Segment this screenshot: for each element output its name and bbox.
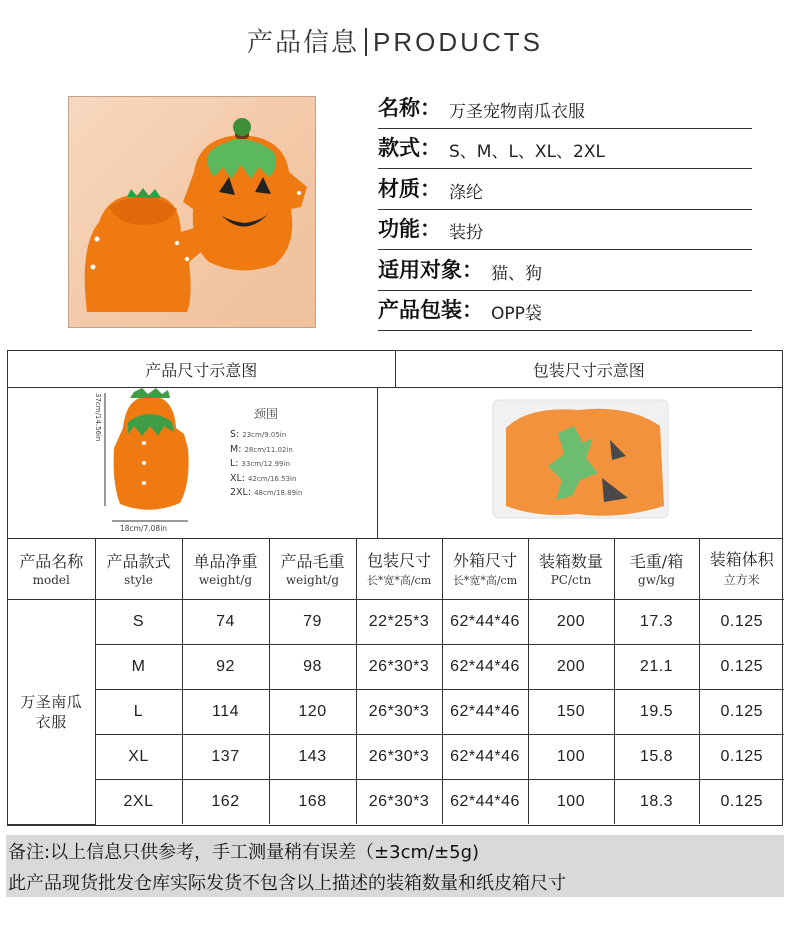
table-header-cell: 外箱尺寸 长*宽*高/cm xyxy=(442,539,528,599)
table-cell: 0.125 xyxy=(699,779,784,824)
note-shipping: 此产品现货批发仓库实际发货不包含以上描述的装箱数量和纸皮箱尺寸 xyxy=(6,866,784,897)
info-label: 产品包装： xyxy=(378,298,483,322)
info-row-style xyxy=(378,129,752,170)
table-cell: 143 xyxy=(269,734,356,779)
table-cell: 26*30*3 xyxy=(356,644,442,689)
note-disclaimer: 备注:以上信息只供参考，手工测量稍有误差（±3cm/±5g) xyxy=(6,835,784,866)
table-cell: 19.5 xyxy=(614,689,699,734)
table-cell: 100 xyxy=(528,734,614,779)
pumpkin-costume-illustration xyxy=(69,97,316,328)
table-cell: 21.1 xyxy=(614,644,699,689)
table-cell: 98 xyxy=(269,644,356,689)
product-size-diagram-title: 产品尺寸示意图 xyxy=(8,351,396,387)
costume-dimension-illustration xyxy=(8,388,198,539)
info-row-function xyxy=(378,210,752,251)
neck-size-item: L: 33cm/12.99in xyxy=(230,458,290,470)
table-cell: 200 xyxy=(528,599,614,644)
table-header-cell: 装箱数量 PC/ctn xyxy=(528,539,614,599)
table-cell: 22*25*3 xyxy=(356,599,442,644)
table-cell: 92 xyxy=(182,644,269,689)
packaged-costume-illustration xyxy=(378,388,782,539)
table-cell: 0.125 xyxy=(699,734,784,779)
diagram-body xyxy=(8,388,782,539)
table-cell: 162 xyxy=(182,779,269,824)
table-cell: 26*30*3 xyxy=(356,734,442,779)
info-value: OPP袋 xyxy=(491,304,542,324)
table-header-cell: 产品名称 model xyxy=(8,539,95,599)
neck-girth-title: 颈围 xyxy=(254,407,279,421)
diagram-header xyxy=(8,351,782,388)
table-cell: S xyxy=(95,599,182,644)
table-cell: 0.125 xyxy=(699,644,784,689)
table-cell: 17.3 xyxy=(614,599,699,644)
info-value: 涤纶 xyxy=(449,182,483,203)
table-cell: 18.3 xyxy=(614,779,699,824)
table-cell: 62*44*46 xyxy=(442,644,528,689)
package-size-diagram-title: 包装尺寸示意图 xyxy=(532,360,645,380)
info-label: 功能： xyxy=(378,217,441,241)
neck-size-list xyxy=(230,428,302,501)
table-row xyxy=(8,689,784,734)
neck-size-item: M: 28cm/11.02in xyxy=(230,443,293,455)
table-header-cell: 单品净重 weight/g xyxy=(182,539,269,599)
table-cell: 0.125 xyxy=(699,599,784,644)
table-row xyxy=(8,734,784,779)
table-cell: 26*30*3 xyxy=(356,689,442,734)
table-cell: 62*44*46 xyxy=(442,689,528,734)
product-photo xyxy=(68,96,316,328)
table-cell: 2XL xyxy=(95,779,182,824)
table-cell: 74 xyxy=(182,599,269,644)
table-cell: 79 xyxy=(269,599,356,644)
info-label: 名称： xyxy=(378,95,441,120)
table-row xyxy=(8,779,784,824)
table-cell: 120 xyxy=(269,689,356,734)
table-cell: 150 xyxy=(528,689,614,734)
costume-front-view xyxy=(183,118,307,270)
info-value: 猫、狗 xyxy=(491,263,542,284)
table-cell: 0.125 xyxy=(699,689,784,734)
table-cell: 200 xyxy=(528,644,614,689)
package-size-diagram xyxy=(378,388,782,538)
info-row-material xyxy=(378,169,752,210)
header-divider xyxy=(365,28,367,56)
table-row xyxy=(8,599,784,644)
size-spec-grid xyxy=(7,350,783,826)
neck-size-item: XL: 42cm/16.53in xyxy=(230,472,297,484)
costume-back-view xyxy=(85,188,201,312)
table-header-cell: 毛重/箱 gw/kg xyxy=(614,539,699,599)
table-cell: 15.8 xyxy=(614,734,699,779)
info-value: 装扮 xyxy=(449,223,483,243)
table-cell: 62*44*46 xyxy=(442,779,528,824)
table-header-cell: 产品款式 style xyxy=(95,539,182,599)
info-label: 适用对象： xyxy=(378,257,483,282)
neck-size-item: 2XL: 48cm/18.89in xyxy=(230,487,303,499)
table-header-cell: 装箱体积 立方米 xyxy=(699,539,784,599)
table-cell: 62*44*46 xyxy=(442,734,528,779)
table-cell: 100 xyxy=(528,779,614,824)
table-cell: L xyxy=(95,689,182,734)
product-info-list xyxy=(378,88,752,331)
table-cell: 26*30*3 xyxy=(356,779,442,824)
table-cell: XL xyxy=(95,734,182,779)
spec-table xyxy=(8,539,784,825)
info-value: S、M、L、XL、2XL xyxy=(449,142,605,162)
product-name-cell: 万圣南瓜 衣服 xyxy=(8,599,95,824)
info-row-target xyxy=(378,250,752,291)
info-value: 万圣宠物南瓜衣服 xyxy=(449,101,585,122)
header-title-zh: 产品信息 xyxy=(247,28,360,58)
header-title-en: PRODUCTS xyxy=(373,27,543,57)
page-header xyxy=(0,22,790,59)
neck-size-item: S: 23cm/9.05in xyxy=(230,429,287,440)
info-row-package xyxy=(378,291,752,332)
table-header-row xyxy=(8,539,784,599)
product-size-diagram xyxy=(8,388,378,538)
info-label: 材质： xyxy=(378,176,441,201)
table-cell: 137 xyxy=(182,734,269,779)
table-header-cell: 产品毛重 weight/g xyxy=(269,539,356,599)
table-cell: 62*44*46 xyxy=(442,599,528,644)
width-dimension-label: 18cm/7.08in xyxy=(120,524,168,533)
table-cell: M xyxy=(95,644,182,689)
height-dimension-label: 37cm/14.56in xyxy=(94,393,102,442)
table-cell: 168 xyxy=(269,779,356,824)
info-row-name xyxy=(378,88,752,129)
table-cell: 114 xyxy=(182,689,269,734)
info-label: 款式： xyxy=(378,136,441,160)
table-row xyxy=(8,644,784,689)
table-header-cell: 包装尺寸 长*宽*高/cm xyxy=(356,539,442,599)
